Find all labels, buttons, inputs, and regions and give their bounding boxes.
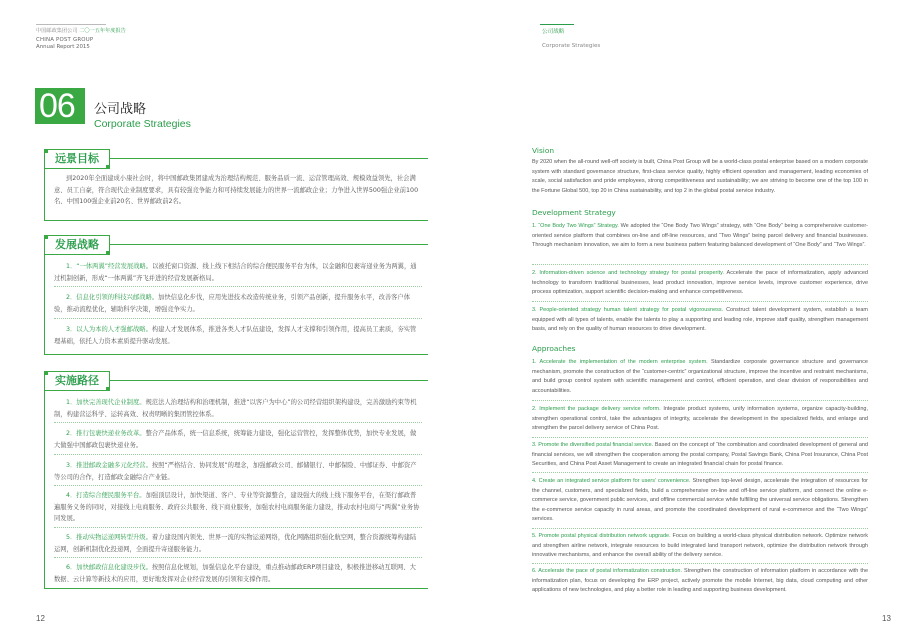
- strategy-item-en: 2. Information-driven science and technology strategy for postal prosperity. Accelerate the pace of informatization, apply advanced technology to transform traditional businesses, lead product innovation, improve service levels, improve customer experience, drive process optimization, support scientific decision-making and enhance competitiveness.: [532, 270, 868, 296]
- divider: [532, 472, 868, 473]
- approach-item-cn: 4．打造综合便民服务平台。加强顶层设计，加快渠道、客户、专业等资源整合，建设强大的线上线下服务平台，在渠行邮政普遍服务义务的同时，对接线上电商服务、政府公共服务、线下商业服务，加强农村电商服务能力建设，推动农村电商与“两翼”业务协同发展。: [54, 492, 420, 523]
- strategy-label: 发展战略: [44, 235, 110, 255]
- approaches-box-left: [44, 380, 45, 588]
- divider: [54, 286, 422, 287]
- divider: [54, 318, 422, 319]
- strategy-item-en: 1. “One Body Two Wings” Strategy. We adopted the “One Body Two Wings” strategy, with “One Body” being a comprehensive customer-oriented service platform that combines on-line and off-line resources, and “Two Wings” being parcel delivery and financial businesses. Through mechanism innovation, we aim to form a new business pattern featuring balanced development of “One Body” and “Two Wings”.: [532, 223, 868, 249]
- header-left: [36, 28, 126, 51]
- strategy-item-cn: 3．以人为本的人才强邮战略。构建人才发展体系，推进各类人才队伍建设，发挥人才支撑和引领作用，提高员工素质，夯实管理基础，依托人力资本素质提升驱动发展。: [54, 326, 417, 345]
- divider: [532, 400, 868, 401]
- section-number: 06: [39, 87, 75, 125]
- approach-item-cn: 5．推动实物运递网转型升级。着力建设国内领先、世界一流的实物运递网络，优化网路组织强化航空网，整合资源统筹构建陆运网，创新机制优化投递网，全面提升寄递服务能力。: [54, 534, 417, 553]
- vision-heading: Vision: [532, 146, 555, 155]
- approach-item-cn: 1．加快完善现代企业制度。规范法人治理结构和治理机制，推进“以客户为中心”的公司经营组织架构建设，完善激励约束等机制，构建营运科学、运转高效、权责明晰的集团管控体系。: [54, 399, 417, 418]
- header-company-en: CHINA POST GROUP: [36, 37, 94, 43]
- approach-item-en: 4. Create an integrated service platform for users’ convenience. Strengthen top-level design, accelerate the integration of resources for the channel, customers, and specialized fields, build a comprehensive on-line and off-line service platform, and connect the online e-commerce service, government public services, and offline commercial service while fulfilling the universal service obligations. Strengthen the e-commerce service capacity in rural areas, and promote the coordinated development of rural e-commerce and the “Two Wings” services.: [532, 478, 868, 523]
- divider: [54, 557, 422, 558]
- approach-item-en: 1. Accelerate the implementation of the modern enterprise system. Standardize corporate governance structure and governance mechanism, promote the construction of the “customer-centric” organizational structure, improve the incentive and restraint mechanisms, and build group control system with scientific management and control, efficient operation, and clear division of responsibilities and accountabilities.: [532, 359, 868, 394]
- header-report-cn: 二〇一五年年度报告: [79, 28, 126, 34]
- section-title-cn: 公司战略: [94, 102, 147, 117]
- strategy-item-cn: 1．“一体两翼”经营发展战略。以被托窗口资源、线上线下相结合的综合便民服务平台为体，以金融和包裹寄递业务为两翼，通过机制创新，形成“一体两翼”齐飞并进的经营发展新格局。: [54, 263, 417, 282]
- divider: [54, 454, 422, 455]
- header-right: [542, 28, 600, 50]
- approach-item-cn: 6．加快邮政信息化建设步伐。按照信息化规划，加强信息化平台建设，重点推动邮政ERP项目建设，积极推进移动互联网、大数据、云计算等新技术的应用，更好地发挥对企业经营发展的引领和支撑作用。: [54, 564, 416, 583]
- vision-label: 远景目标: [44, 149, 110, 169]
- approach-item-en: 3. Promote the diversified postal financial service. Based on the concept of “the combination and coordinated development of general and financial services, we will strengthen the cooperation among the postal company, Postal Savings Bank, China Post Insurance, China Post Securities, and China Post Asset Management to create an integrated financial chain for postal finance.: [532, 442, 868, 468]
- approaches-heading: Approaches: [532, 344, 576, 353]
- divider: [54, 422, 422, 423]
- approach-item-cn: 3．推进邮政金融多元化经营。按照“严格结合、协同发展”的理念，加强邮政公司、邮储银行、中邮保险、中邮证券、中邮资产等公司的合作，打造邮政金融综合产业链。: [54, 462, 417, 481]
- header-rule: [540, 24, 574, 25]
- approach-item-cn: 2．推行包裹快递业务改革。整合产品体系，统一信息系统，统筹能力建设，强化运营管控，发挥整体优势，加快专业发展，做大做强中国邮政包裹快递业务。: [54, 430, 417, 449]
- strategy-box-left: [44, 244, 45, 354]
- vision-text-en: By 2020 when the all-round well-off society is built, China Post Group will be a world-class postal enterprise based on a modern corporate system with standard governance structure, first-class service quality, highly efficient operation and management, leading economies of scale, social satisfaction and pride employees, strong competitiveness and sustainability; we are striving to become one of the top 100 in the Fortune Global 500, top 20 in China sustainability, and top 2 in the global postal service industry.: [532, 159, 868, 194]
- strategy-item-en: 3. People-oriented strategy human talent strategy for postal vigorousness. Construct talent development system, establish a team equipped with all types of talents, enable the talents to play a supporting and leading role, improve staff quality, strengthen management basis, and rely on the quality of human resources to drive development.: [532, 307, 868, 333]
- strategy-item-cn: 2．信息化引领的科技兴邮战略。加快信息化步伐，应用先进技术改造传统业务，引领产品创新，提升服务水平，改善客户体验，推动流程优化，辅助科学决策，增强竞争实力。: [54, 294, 411, 313]
- header-report-en: Annual Report 2015: [36, 44, 90, 50]
- approach-item-en: 2. Implement the package delivery service reform. Integrate product systems, unify information systems, organize capacity-building, strengthen operational control, take the advantages of integrity, accelerate the development in the specialized fields, and enlarge and strengthen the parcel delivery service of China Post.: [532, 406, 868, 432]
- divider: [532, 437, 868, 438]
- section-number-badge: [35, 88, 85, 124]
- approach-item-en: 5. Promote postal physical distribution network upgrade. Focus on building a world-class physical distribution network. Optimize network and strengthen airline network, integrate resources to build integrated land transport network, optimize the distribution network through innovative mechanisms, and enhance the overall ability of the delivery service.: [532, 533, 868, 559]
- divider: [54, 527, 422, 528]
- divider: [532, 528, 868, 529]
- header-rule: [36, 24, 106, 25]
- page-number-left: 12: [36, 614, 45, 623]
- right-page: [450, 0, 900, 630]
- divider: [532, 301, 868, 302]
- approach-item-en: 6. Accelerate the pace of postal informatization construction. Strengthen the construction of information platform in accordance with the informatization plan, focus on developing the ERP project, actively promote the mobile Internet, big data, cloud computing and other applications of new technologies, and play a better role in leading and supporting business development.: [532, 568, 869, 594]
- approaches-label: 实施路径: [44, 371, 110, 391]
- header-company-cn: 中国邮政集团公司: [36, 28, 78, 34]
- divider: [54, 485, 422, 486]
- vision-text-cn: 到2020年全面建成小康社会时，将中国邮政集团建成为治理结构规范、服务品质一流、运营管理高效、规模效益领先，社会满意、员工自豪，符合现代企业制度要求，具有较强竞争能力和可持续发展能力的世界一流邮政企业；力争进入世界500强企业前100名、中国100强企业前20名、世界邮政前2名。: [54, 175, 419, 206]
- section-title-en: Corporate Strategies: [94, 118, 191, 130]
- strategy-box-bottom: [44, 354, 428, 355]
- vision-box-bottom: [44, 220, 428, 221]
- strategy-heading: Development Strategy: [532, 208, 616, 217]
- approaches-box-bottom: [44, 588, 428, 589]
- divider: [532, 264, 868, 265]
- header-section-cn: 公司战略: [542, 29, 565, 35]
- header-section-en: Corporate Strategies: [542, 43, 601, 49]
- divider: [532, 563, 868, 564]
- page-number-right: 13: [882, 614, 891, 623]
